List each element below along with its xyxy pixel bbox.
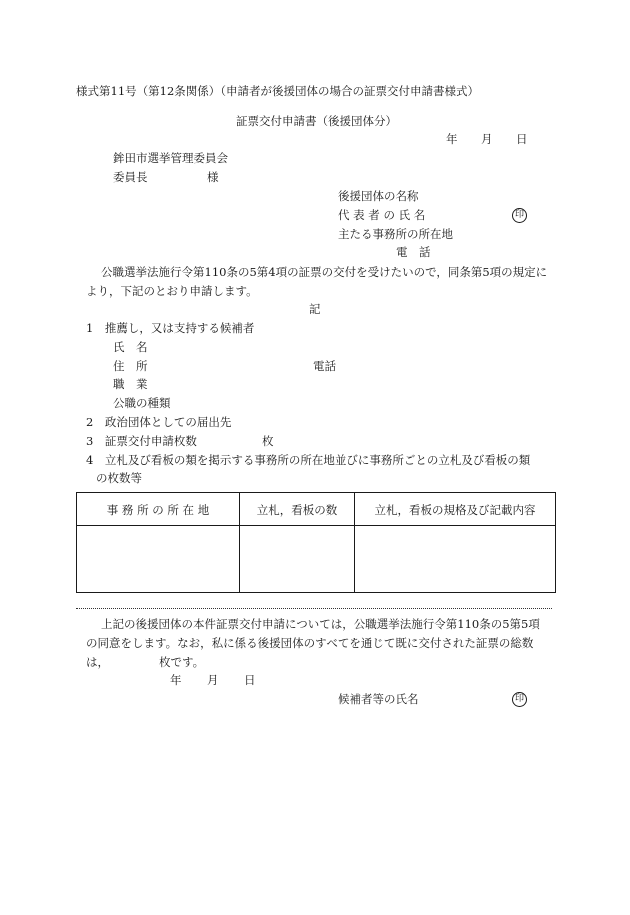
item-4-heading-line1: 4 立札及び看板の類を掲示する事務所の所在地並びに事務所ごとの立札及び看板の類 <box>86 453 531 467</box>
honorific: 様 <box>207 170 219 184</box>
column-header-sign-count: 立札，看板の数 <box>256 503 338 517</box>
office-location-label: 主たる事務所の所在地 <box>338 227 453 241</box>
form-title: 様式第11号（第12条関係）（申請者が後援団体の場合の証票交付申請書様式） <box>76 84 480 98</box>
request-paragraph-line2: より，下記のとおり申請します。 <box>86 284 258 298</box>
phone-label: 電 話 <box>396 245 431 259</box>
document-title: 証票交付申請書（後援団体分） <box>236 114 397 128</box>
item-2-heading: 2 政治団体としての届出先 <box>86 415 232 429</box>
committee-name: 鉾田市選挙管理委員会 <box>113 151 228 165</box>
item-1-heading: 1 推薦し，又は支持する候補者 <box>86 321 255 335</box>
item-3-heading: 3 証票交付申請枚数 <box>86 434 197 448</box>
item-4-heading-line2: の枚数等 <box>96 471 142 485</box>
candidate-name-signature-label: 候補者等の氏名 <box>338 692 419 706</box>
seal-mark: 印 <box>512 692 527 707</box>
office-type-label: 公職の種類 <box>113 396 171 410</box>
candidate-name-label: 氏 名 <box>113 340 148 354</box>
column-header-sign-spec: 立札，看板の規格及び記載内容 <box>374 503 536 517</box>
candidate-address-label: 住 所 <box>113 359 148 373</box>
chair-label: 委員長 <box>113 170 148 184</box>
candidate-phone-label: 電話 <box>313 359 336 373</box>
date-year-label: 年 <box>446 132 458 146</box>
candidate-job-label: 職 業 <box>113 377 148 391</box>
date-month-label: 月 <box>481 132 493 146</box>
representative-name-label: 代 表 者 の 氏 名 <box>338 208 426 222</box>
consent-date-month: 月 <box>207 673 219 687</box>
column-header-office-location: 事 務 所 の 所 在 地 <box>106 503 210 517</box>
org-name-label: 後援団体の名称 <box>338 189 419 203</box>
ki-heading: 記 <box>309 302 321 316</box>
request-paragraph-line1: 公職選挙法施行令第110条の5第4項の証票の交付を受けたいので，同条第5項の規定に <box>101 265 548 279</box>
consent-line3-suffix: 枚です。 <box>159 655 205 669</box>
item-3-unit: 枚 <box>262 434 274 448</box>
signage-table <box>76 492 556 593</box>
table-header-rule <box>77 525 555 526</box>
dotted-separator <box>76 608 552 609</box>
consent-line2: の同意をします。なお，私に係る後援団体のすべてを通じて既に交付された証票の総数 <box>86 636 534 650</box>
consent-date-year: 年 <box>170 673 182 687</box>
date-day-label: 日 <box>516 132 528 146</box>
consent-date-day: 日 <box>244 673 256 687</box>
consent-line1: 上記の後援団体の本件証票交付申請については，公職選挙法施行令第110条の5第5項 <box>101 617 540 631</box>
seal-mark: 印 <box>512 208 527 223</box>
consent-line3-prefix: は， <box>86 655 109 669</box>
